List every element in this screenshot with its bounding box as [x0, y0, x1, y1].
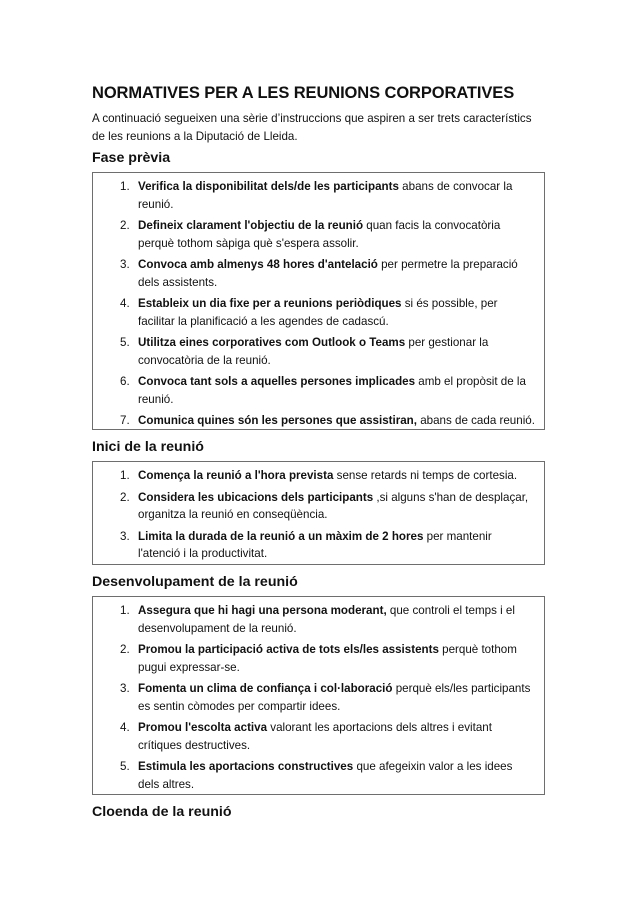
list-item: 4. Promou l'escolta activa valorant les aportacions dels altres i evitant crítiques destructives. — [120, 721, 492, 752]
list-item: 2. Defineix clarament l'objectiu de la reunió quan facis la convocatòria perquè tothom sàpiga què s'espera assolir. — [120, 219, 501, 250]
numbered-list — [93, 602, 536, 793]
list-item: 1. Verifica la disponibilitat dels/de les participants abans de convocar la reunió. — [120, 180, 513, 211]
list-item: 3. Convoca amb almenys 48 hores d'antelació per permetre la preparació dels assistents. — [120, 258, 518, 289]
list-item: 4. Estableix un dia fixe per a reunions periòdiques si és possible, per facilitar la planificació a les agendes de cadascú. — [120, 297, 498, 328]
document-page — [92, 82, 552, 820]
section-heading-inici: Inici de la reunió — [92, 439, 204, 455]
list-item: 3. Limita la durada de la reunió a un màxim de 2 hores per mantenir l'atenció i la productivitat. — [120, 529, 492, 560]
list-item: 1. Assegura que hi hagi una persona moderant, que controli el temps i el desenvolupament de la reunió. — [120, 604, 515, 635]
list-item: 2. Considera les ubicacions dels participants ,si alguns s'han de desplaçar, organitza la reunió en conseqüència. — [120, 490, 529, 521]
section-box-inici — [92, 461, 545, 565]
list-item: 1. Comença la reunió a l'hora prevista sense retards ni temps de cortesia. — [120, 469, 518, 482]
section-heading-desenvolupament: Desenvolupament de la reunió — [92, 574, 298, 590]
list-item: 2. Promou la participació activa de tots els/les assistents perquè tothom pugui expressar-se. — [120, 643, 517, 674]
numbered-list — [93, 178, 536, 430]
intro-paragraph: A continuació segueixen una sèrie d’instruccions que aspiren a ser trets característics de les reunions a la Diputació de Lleida. — [92, 112, 532, 143]
section-heading-fase-previa: Fase prèvia — [92, 150, 171, 166]
list-item: 3. Fomenta un clima de confiança i col·laboració perquè els/les participants es sentin còmodes per compartir idees. — [120, 682, 531, 713]
list-item: 5. Utilitza eines corporatives com Outlook o Teams per gestionar la convocatòria de la reunió. — [120, 336, 489, 367]
section-box-fase-previa — [92, 172, 545, 430]
document-title: NORMATIVES PER A LES REUNIONS CORPORATIVES — [92, 84, 515, 102]
list-item: 6. Convoca tant sols a aquelles persones implicades amb el propòsit de la reunió. — [120, 375, 526, 406]
section-heading-cloenda: Cloenda de la reunió — [92, 804, 232, 820]
list-item: 5. Estimula les aportacions constructives que afegeixin valor a les idees dels altres. — [120, 760, 513, 791]
section-box-desenvolupament — [92, 596, 545, 795]
numbered-list — [93, 467, 536, 563]
list-item: 7. Comunica quines són les persones que assistiran, abans de cada reunió. — [120, 414, 535, 427]
